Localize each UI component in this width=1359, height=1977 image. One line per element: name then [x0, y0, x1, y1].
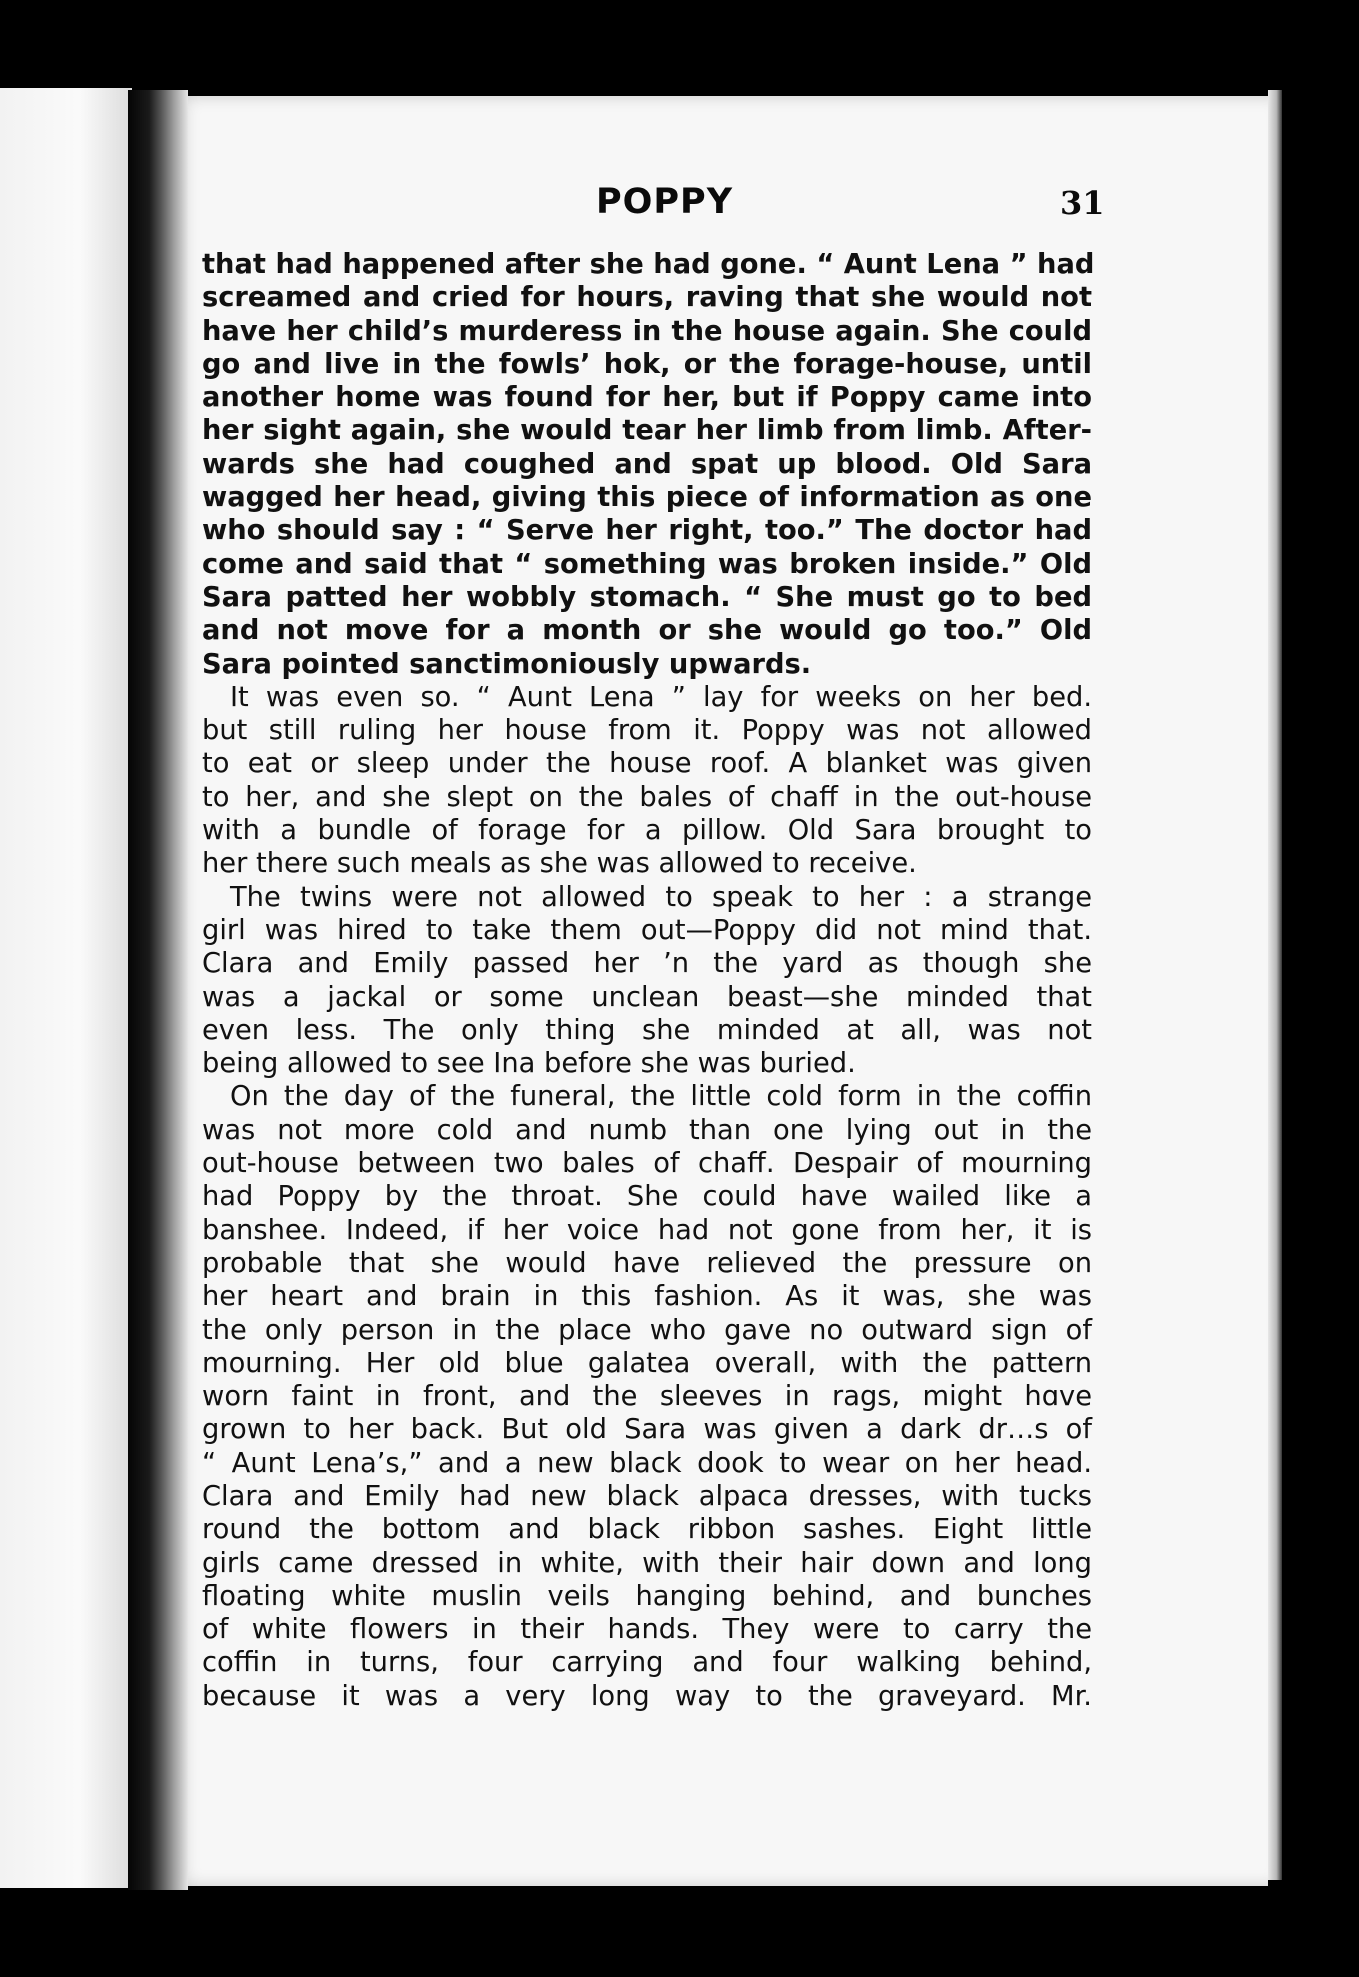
text-line: her heart and brain in this fashion. As it was, she was [202, 1281, 1092, 1313]
text-line: another home was found for her, but if Poppy came into [202, 382, 1092, 414]
text-line: who should say : “ Serve her right, too.” The doctor had [202, 515, 1092, 547]
page-number: 31 [1060, 184, 1105, 222]
text-line: girl was hired to take them out—Poppy did not mind that. [202, 914, 1092, 946]
text-line: had Poppy by the throat. She could have wailed like a [202, 1181, 1092, 1213]
text-line: “ Aunt Lena’s,” and a new black dook to wear on her head. [202, 1447, 1092, 1479]
text-line: On the day of the funeral, the little cold form in the coffin [230, 1081, 1092, 1113]
text-line: Sara patted her wobbly stomach. “ She must go to bed [202, 581, 1092, 613]
text-line: have her child’s murderess in the house again. She could [202, 315, 1092, 347]
text-line: being allowed to see Ina before she was buried. [202, 1048, 856, 1080]
text-line: mourning. Her old blue galatea overall, with the pattern [202, 1347, 1092, 1379]
text-line: grown to her back. But old Sara was given a dark dr…s of [202, 1414, 1092, 1446]
page-fore-edge [1268, 90, 1282, 1880]
text-line: wagged her head, giving this piece of information as one [202, 482, 1092, 514]
text-line: of white flowers in their hands. They were to carry the [202, 1614, 1092, 1646]
text-line: coffin in turns, four carrying and four walking behind, [202, 1647, 1092, 1679]
text-line: The twins were not allowed to speak to her : a strange [230, 881, 1092, 913]
text-line: girls came dressed in white, with their hair down and long [202, 1547, 1092, 1579]
text-line: come and said that “ something was broken inside.” Old [202, 548, 1092, 580]
text-line: that had happened after she had gone. “ Aunt Lena ” had [202, 249, 1095, 280]
text-line: Clara and Emily passed her ’n the yard as though she [202, 948, 1092, 980]
body-text [202, 248, 1095, 1713]
text-line: with a bundle of forage for a pillow. Old Sara brought to [202, 815, 1092, 847]
text-line: It was even so. “ Aunt Lena ” lay for weeks on her bed. [230, 681, 1092, 713]
text-line: her sight again, she would tear her limb from limb. After- [202, 415, 1092, 447]
text-line: because it was a very long way to the graveyard. Mr. [202, 1680, 1092, 1712]
text-line: but still ruling her house from it. Poppy was not allowed [202, 715, 1092, 747]
text-line: worn faint in front, and the sleeves in rags, might hɑve [202, 1381, 1092, 1413]
text-line: wards she had coughed and spat up blood. Old Sara [202, 448, 1092, 480]
text-line: floating white muslin veils hanging behind, and bunches [202, 1580, 1092, 1612]
facing-page-edge [0, 88, 132, 1888]
text-line: go and live in the fowls’ hok, or the forage-house, until [202, 348, 1092, 380]
text-line: to her, and she slept on the bales of chaff in the out-house [202, 781, 1092, 813]
text-line: screamed and cried for hours, raving that she would not [202, 282, 1092, 314]
text-line: to eat or sleep under the house roof. A blanket was given [202, 748, 1092, 780]
text-line: was not more cold and numb than one lying out in the [202, 1114, 1092, 1146]
running-title: POPPY [596, 182, 734, 222]
running-head [0, 182, 1359, 232]
text-line: round the bottom and black ribbon sashes. Eight little [202, 1514, 1092, 1546]
text-line: and not move for a month or she would go too.” Old [202, 615, 1092, 647]
text-line: the only person in the place who gave no outward sign of [202, 1314, 1092, 1346]
binding-gutter [128, 90, 188, 1890]
text-line: out-house between two bales of chaff. Despair of mourning [202, 1148, 1092, 1180]
text-line: even less. The only thing she minded at all, was not [202, 1014, 1092, 1046]
text-line: Sara pointed sanctimoniously upwards. [202, 648, 812, 680]
text-line: her there such meals as she was allowed to receive. [202, 848, 917, 880]
text-line: banshee. Indeed, if her voice had not gone from her, it is [202, 1214, 1092, 1246]
text-line: Clara and Emily had new black alpaca dresses, with tucks [202, 1480, 1092, 1512]
text-line: was a jackal or some unclean beast—she minded that [202, 981, 1092, 1013]
text-line: probable that she would have relieved the pressure on [202, 1247, 1092, 1279]
